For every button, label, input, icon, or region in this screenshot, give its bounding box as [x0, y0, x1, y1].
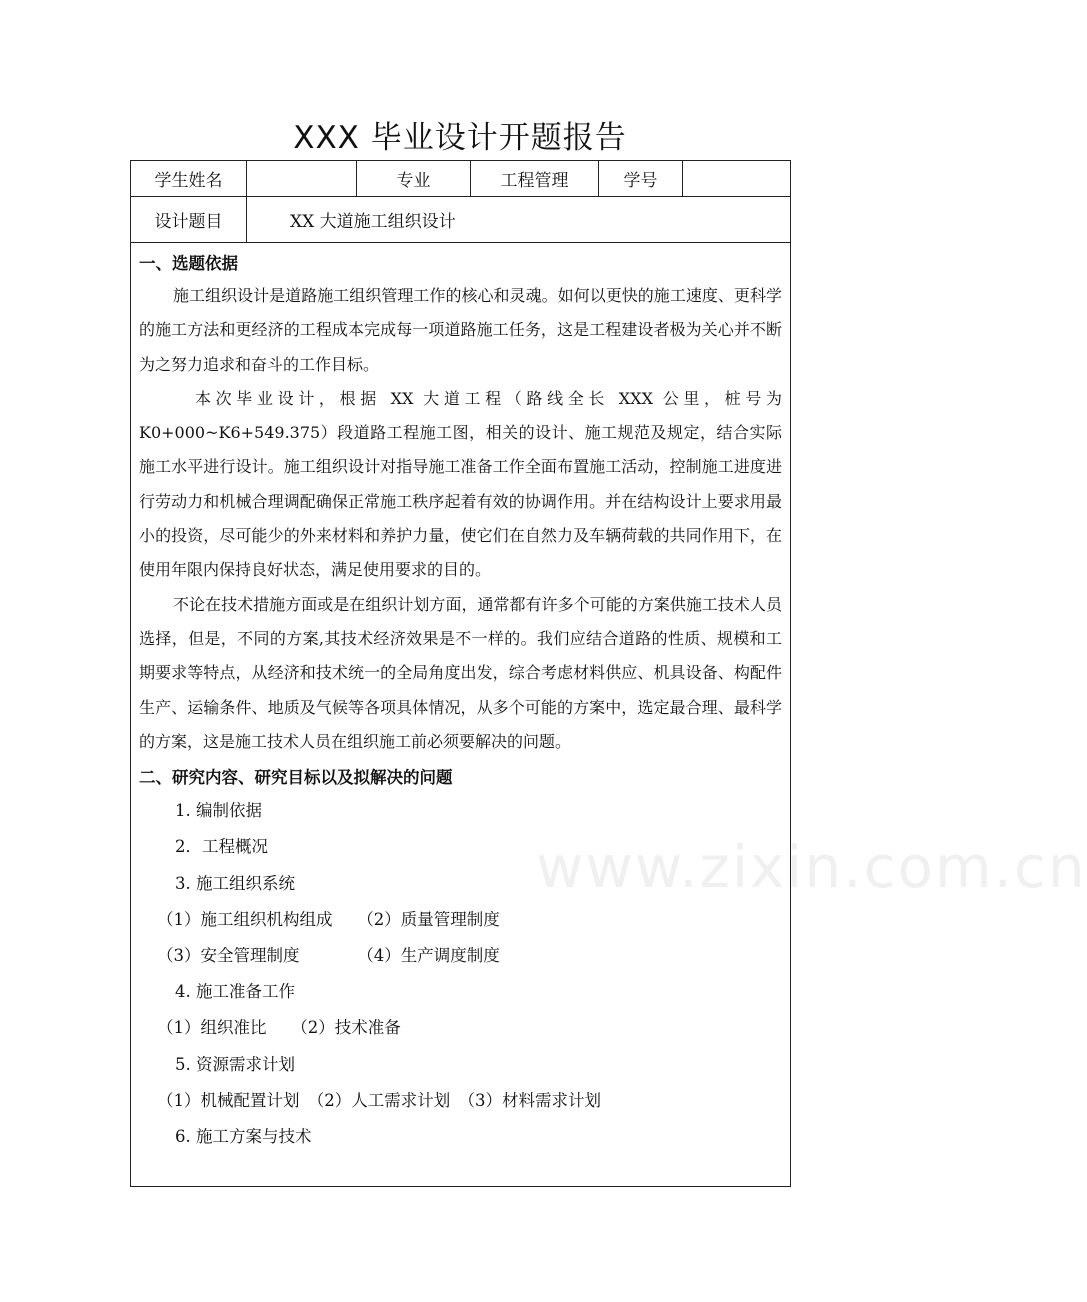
section1-heading: 一、选题依据 [139, 254, 238, 273]
outline-subitem: （1）组织准比 （2）技术准备 [157, 1018, 401, 1038]
report-form-table [130, 160, 1087, 1187]
major-label: 专业 [357, 161, 471, 197]
section1-paragraph: 本次毕业设计，根据 XX 大道工程（路线全长 XXX 公里，桩号为 K0+000~K6+549.375）段道路工程施工图，相关的设计、施工规范及规定，结合实际施工水平进行设计。施工组织设计对指导施工准备工作全面布置施工活动，控制施工进度进行劳动力和机械合理调配确保正常施工秩序起着有效的协调作用。并在结构设计上要求用最小的投资，尽可能少的外来材料和养护力量，使它们在自然力及车辆荷载的共同作用下，在使用年限内保持良好状态，满足使用要求的目的。 [139, 388, 782, 580]
student-name-field[interactable] [247, 161, 357, 197]
content-row [131, 243, 791, 1187]
outline-item: 6. 施工方案与技术 [175, 1126, 312, 1146]
outline-item: 4. 施工准备工作 [175, 982, 295, 1002]
content-cell [131, 243, 1087, 1187]
student-name-label: 学生姓名 [131, 161, 247, 197]
header-row [131, 161, 791, 197]
document-title: XXX 毕业设计开题报告 [293, 120, 627, 156]
outline-item: 2．工程概况 [175, 837, 268, 857]
outline-subitem: （3）安全管理制度 （4）生产调度制度 [157, 945, 500, 965]
topic-label: 设计题目 [131, 197, 247, 243]
watermark: www.zixin.com.cn [536, 833, 1087, 901]
student-id-label: 学号 [599, 161, 683, 197]
outline-item: 1. 编制依据 [175, 801, 262, 821]
outline-item: 5. 资源需求计划 [175, 1054, 295, 1074]
section1-paragraph: 施工组织设计是道路施工组织管理工作的核心和灵魂。如何以更快的施工速度、更科学的施工方法和更经济的工程成本完成每一项道路施工任务，这是工程建设者极为关心并不断为之努力追求和奋斗的工作目标。 [139, 286, 782, 374]
topic-row [131, 197, 791, 243]
topic-field[interactable]: XX 大道施工组织设计 [247, 197, 791, 243]
major-field[interactable]: 工程管理 [471, 161, 599, 197]
section1-paragraph: 不论在技术措施方面或是在组织计划方面，通常都有许多个可能的方案供施工技术人员选择，但是，不同的方案,其技术经济效果是不一样的。我们应结合道路的性质、规模和工期要求等特点，从经济和技术统一的全局角度出发，综合考虑材料供应、机具设备、构配件生产、运输条件、地质及气候等各项具体情况，从多个可能的方案中，选定最合理、最科学的方案，这是施工技术人员在组织施工前必须要解决的问题。 [139, 594, 782, 751]
section2-heading: 二、研究内容、研究目标以及拟解决的问题 [139, 768, 453, 788]
outline-item: 3. 施工组织系统 [175, 873, 295, 893]
student-id-field[interactable] [683, 161, 791, 197]
outline-subitem: （1）施工组织机构组成 （2）质量管理制度 [157, 909, 500, 929]
outline-subitem: （1）机械配置计划 （2）人工需求计划 （3）材料需求计划 [157, 1090, 601, 1110]
